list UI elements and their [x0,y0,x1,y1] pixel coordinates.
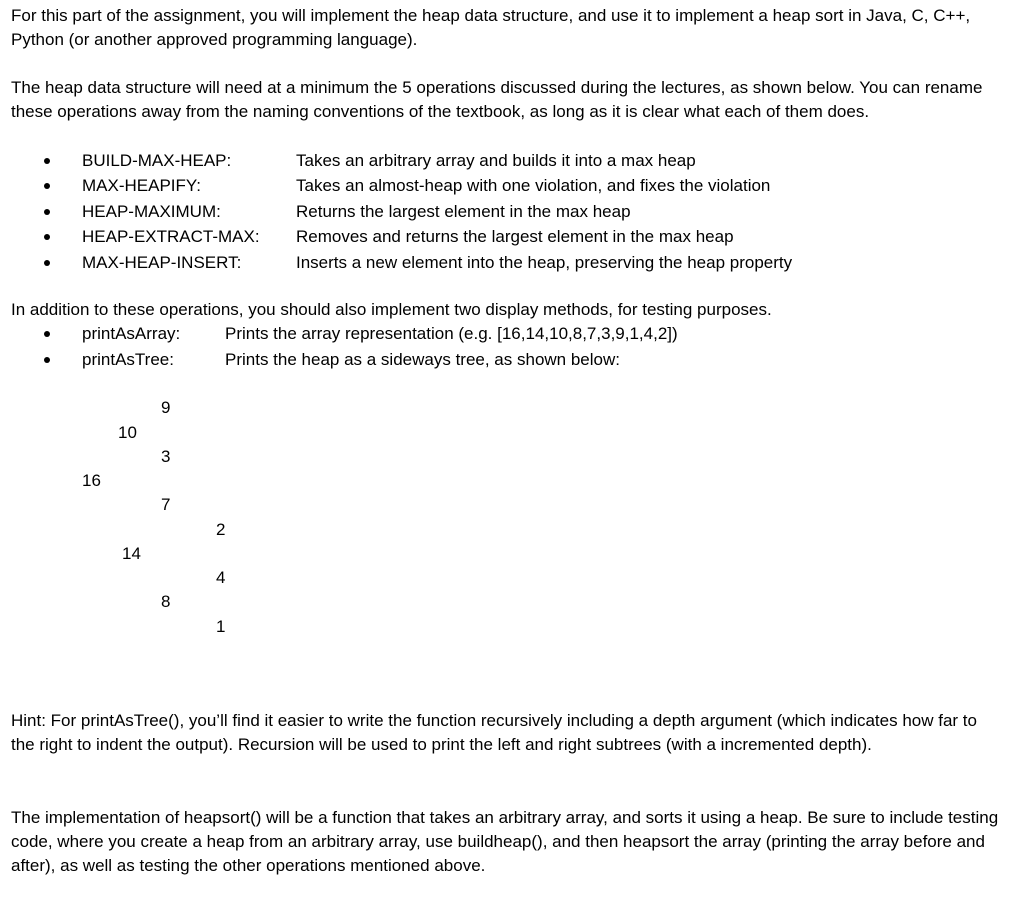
bullet-icon [44,209,50,215]
operation-name: MAX-HEAPIFY: [82,176,202,195]
tree-node: 4 [216,568,226,587]
display-method-item [0,348,1000,372]
tree-node: 8 [161,592,171,611]
operation-description: Takes an almost-heap with one violation, and fixes the violation [296,176,771,195]
tree-node: 16 [82,471,101,490]
intro-paragraph: For this part of the assignment, you will implement the heap data structure, and use it to implement a heap sort in Java, C, C++, Python (or another approved programming language). [11,6,971,49]
bullet-icon [44,183,50,189]
bullet-icon [44,234,50,240]
tree-node: 2 [216,520,226,539]
operations-intro-paragraph: The heap data structure will need at a minimum the 5 operations discussed during the lectures, as shown below. You can rename these operations away from the naming conventions of the textbook, as long as it is clear what each of them does. [11,78,983,121]
hint-paragraph: Hint: For printAsTree(), you’ll find it easier to write the function recursively including a depth argument (which indicates how far to the right to indent the output). Recursion will be used to print the left and right subtrees (with a incremented depth). [11,711,977,754]
tree-node: 10 [118,423,137,442]
display-method-item [0,322,1000,346]
operation-name: HEAP-EXTRACT-MAX: [82,227,260,246]
operation-name: BUILD-MAX-HEAP: [82,151,232,170]
tree-node: 7 [161,495,171,514]
operation-description: Returns the largest element in the max heap [296,202,631,221]
bullet-icon [44,158,50,164]
operation-name: HEAP-MAXIMUM: [82,202,221,221]
operation-description: Takes an arbitrary array and builds it into a max heap [296,151,696,170]
display-method-description: Prints the heap as a sideways tree, as shown below: [225,350,620,369]
tree-node: 3 [161,447,171,466]
heapsort-paragraph: The implementation of heapsort() will be a function that takes an arbitrary array, and sorts it using a heap. Be sure to include testing code, where you create a heap from an arbitrary array, use buildheap(), and then heapsort the array (printing the array before and after), as well as testing the other operations mentioned above. [11,808,999,875]
operation-item [0,225,1000,249]
bullet-icon [44,260,50,266]
bullet-icon [44,357,50,363]
operation-name: MAX-HEAP-INSERT: [82,253,242,272]
display-intro-paragraph: In addition to these operations, you should also implement two display methods, for testing purposes. [11,300,772,319]
display-method-name: printAsTree: [82,350,174,369]
tree-node: 1 [216,617,226,636]
bullet-icon [44,331,50,337]
operation-item [0,251,1000,275]
display-method-description: Prints the array representation (e.g. [16,14,10,8,7,3,9,1,4,2]) [225,324,678,343]
display-method-name: printAsArray: [82,324,181,343]
tree-node: 14 [122,544,141,563]
tree-node: 9 [161,398,171,417]
operation-item [0,200,1000,224]
operation-item [0,149,1000,173]
operation-item [0,174,1000,198]
operation-description: Inserts a new element into the heap, preserving the heap property [296,253,793,272]
operation-description: Removes and returns the largest element in the max heap [296,227,734,246]
